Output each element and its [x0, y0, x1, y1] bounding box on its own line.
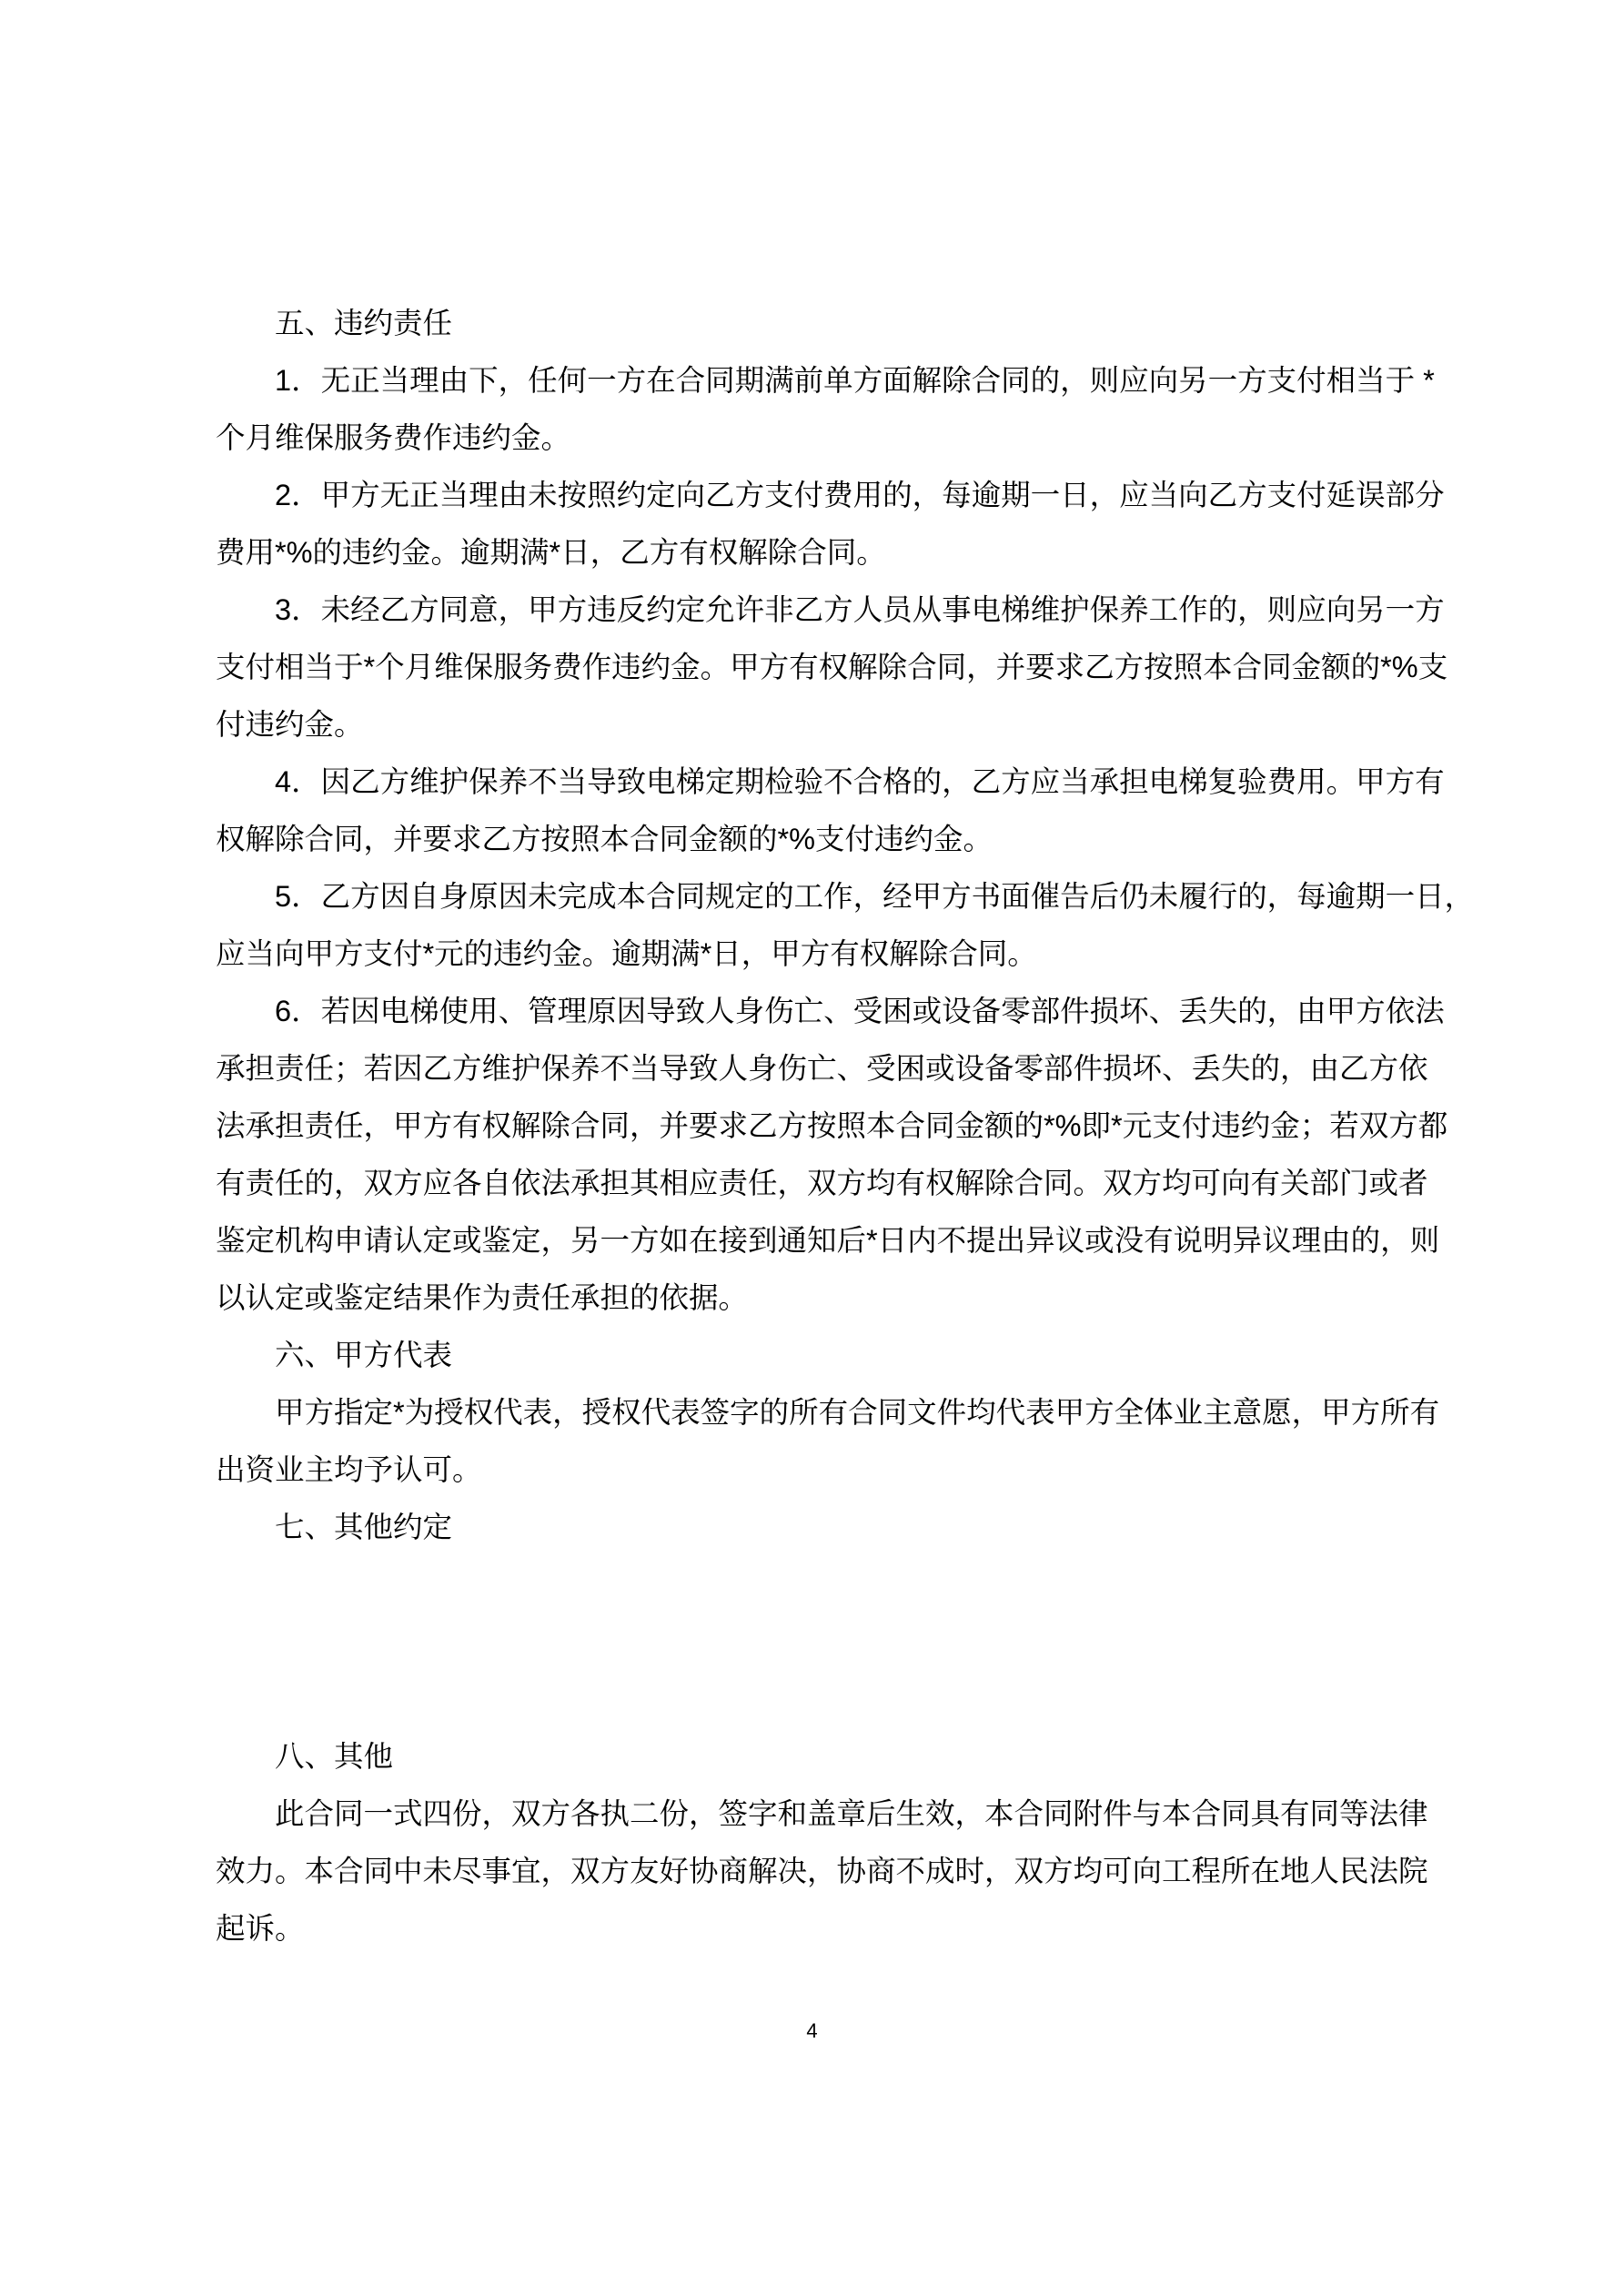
paragraph-line: 法承担责任，甲方有权解除合同，并要求乙方按照本合同金额的*%即*元支付违约金；若双方都: [216, 1109, 1448, 1142]
section-heading: [216, 1499, 1408, 1556]
paragraph: [216, 1384, 1440, 1499]
section-heading-text: 七、其他约定: [275, 1511, 453, 1543]
paragraph-line: 5．乙方因自身原因未完成本合同规定的工作，经甲方书面催告后仍未履行的，每逾期一日，: [275, 880, 1475, 913]
paragraph-line: 权解除合同，并要求乙方按照本合同金额的*%支付违约金。: [216, 823, 994, 855]
paragraph: [216, 352, 1435, 467]
paragraph: [216, 868, 1475, 983]
section-heading: [216, 1327, 1408, 1384]
paragraph-line: 应当向甲方支付*元的违约金。逾期满*日，甲方有权解除合同。: [216, 937, 1037, 970]
paragraph-line: 出资业主均予认可。: [216, 1453, 482, 1486]
paragraph: [216, 582, 1448, 754]
paragraph-line: 付违约金。: [216, 708, 364, 741]
section-heading: [216, 1728, 1408, 1785]
paragraph-line: 此合同一式四份，双方各执二份，签字和盖章后生效，本合同附件与本合同具有同等法律: [275, 1797, 1428, 1830]
section-heading-text: 六、甲方代表: [275, 1339, 453, 1371]
paragraph-line: 支付相当于*个月维保服务费作违约金。甲方有权解除合同，并要求乙方按照本合同金额的*%支: [216, 651, 1448, 683]
paragraph-line: 鉴定机构申请认定或鉴定，另一方如在接到通知后*日内不提出异议或没有说明异议理由的，则: [216, 1224, 1440, 1257]
paragraph-line: 3．未经乙方同意，甲方违反约定允许非乙方人员从事电梯维护保养工作的，则应向另一方: [275, 593, 1445, 626]
paragraph-line: 4．因乙方维护保养不当导致电梯定期检验不合格的，乙方应当承担电梯复验费用。甲方有: [275, 765, 1445, 798]
paragraph-line: 起诉。: [216, 1912, 305, 1945]
paragraph-line: 效力。本合同中未尽事宜，双方友好协商解决，协商不成时，双方均可向工程所在地人民法院: [216, 1855, 1428, 1887]
paragraph-line: 2．甲方无正当理由未按照约定向乙方支付费用的，每逾期一日，应当向乙方支付延误部分: [275, 479, 1445, 511]
document-body: [216, 295, 1475, 1957]
page-number: 4: [806, 2019, 818, 2042]
paragraph-line: 有责任的，双方应各自依法承担其相应责任，双方均有权解除合同。双方均可向有关部门或者: [216, 1167, 1428, 1199]
paragraph: [216, 983, 1448, 1327]
paragraph: [216, 1785, 1428, 1957]
paragraph-line: 以认定或鉴定结果作为责任承担的依据。: [216, 1281, 749, 1314]
section-heading-text: 五、违约责任: [275, 307, 453, 339]
section-heading-text: 八、其他: [275, 1740, 394, 1773]
paragraph-line: 费用*%的违约金。逾期满*日，乙方有权解除合同。: [216, 536, 886, 569]
paragraph: [216, 467, 1445, 582]
paragraph: [216, 754, 1445, 868]
paragraph-line: 1．无正当理由下，任何一方在合同期满前单方面解除合同的，则应向另一方支付相当于 *: [275, 364, 1435, 397]
paragraph-line: 6．若因电梯使用、管理原因导致人身伤亡、受困或设备零部件损坏、丢失的，由甲方依法: [275, 995, 1445, 1027]
paragraph-line: 甲方指定*为授权代表，授权代表签字的所有合同文件均代表甲方全体业主意愿，甲方所有: [275, 1396, 1440, 1429]
section-heading: [216, 295, 1408, 352]
paragraph-line: 承担责任；若因乙方维护保养不当导致人身伤亡、受困或设备零部件损坏、丢失的，由乙方依: [216, 1052, 1428, 1085]
paragraph-line: 个月维保服务费作违约金。: [216, 421, 571, 454]
